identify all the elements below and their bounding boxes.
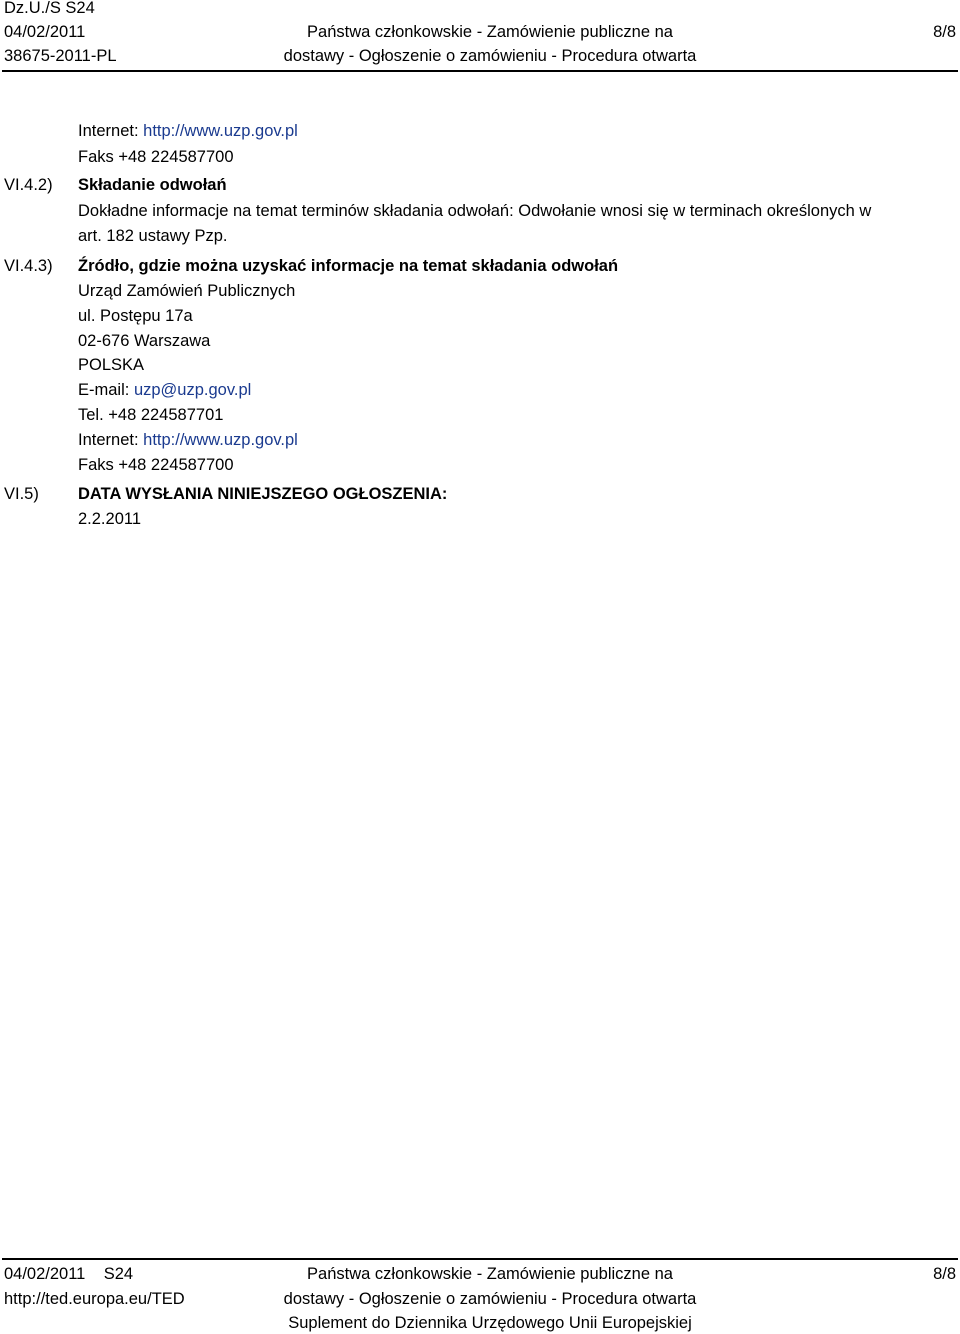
postal-city: 02-676 Warszawa (78, 332, 211, 350)
header-date: 04/02/2011 (4, 23, 86, 41)
section-heading: Składanie odwołań (78, 176, 227, 194)
email-line (78, 380, 251, 400)
header-page-number: 8/8 (933, 23, 956, 41)
journal-id: Dz.U./S S24 (4, 0, 95, 17)
section-heading: Źródło, gdzie można uzyskać informacje na temat składania odwołań (78, 257, 619, 275)
footer-rule (2, 1258, 958, 1260)
section-heading: DATA WYSŁANIA NINIEJSZEGO OGŁOSZENIA: (78, 485, 448, 503)
section-number: VI.5) (4, 485, 39, 503)
footer-title-line3: Suplement do Dziennika Urzędowego Unii Europejskiej (288, 1314, 692, 1332)
section-number: VI.4.3) (4, 257, 53, 275)
header-doc-id: 38675-2011-PL (4, 47, 117, 65)
footer-title-line1: Państwa członkowskie - Zamówienie publiczne na (307, 1265, 673, 1283)
footer-date-issue (4, 1264, 133, 1284)
internet-line (78, 430, 298, 450)
phone: Tel. +48 224587701 (78, 406, 224, 424)
dispatch-date: 2.2.2011 (78, 510, 142, 528)
email-label: E-mail: (78, 381, 130, 399)
section-text: Dokładne informacje na temat terminów składania odwołań: Odwołanie wnosi się w terminach określonych w (78, 202, 872, 220)
organization-name: Urząd Zamówień Publicznych (78, 282, 296, 300)
fax: Faks +48 224587700 (78, 456, 234, 474)
internet-link[interactable]: http://www.uzp.gov.pl (143, 122, 298, 140)
section-text: art. 182 ustawy Pzp. (78, 227, 228, 245)
street-address: ul. Postępu 17a (78, 307, 193, 325)
section-number: VI.4.2) (4, 176, 53, 194)
prev-fax: Faks +48 224587700 (78, 148, 234, 166)
email-link[interactable]: uzp@uzp.gov.pl (133, 381, 252, 399)
footer-url[interactable]: http://ted.europa.eu/TED (4, 1290, 185, 1308)
country: POLSKA (78, 356, 145, 374)
footer-title-line2: dostawy - Ogłoszenie o zamówieniu - Procedura otwarta (283, 1290, 697, 1308)
header-rule (2, 70, 958, 72)
internet-label: Internet: (78, 431, 139, 449)
header-title-line1: Państwa członkowskie - Zamówienie publiczne na (307, 23, 673, 41)
header-title-line2: dostawy - Ogłoszenie o zamówieniu - Procedura otwarta (283, 47, 697, 65)
footer-page-number: 8/8 (933, 1265, 956, 1283)
footer-issue: S24 (103, 1265, 134, 1283)
prev-internet-line (78, 121, 298, 141)
footer-date: 04/02/2011 (4, 1265, 86, 1283)
internet-label: Internet: (78, 122, 139, 140)
internet-link[interactable]: http://www.uzp.gov.pl (143, 431, 298, 449)
